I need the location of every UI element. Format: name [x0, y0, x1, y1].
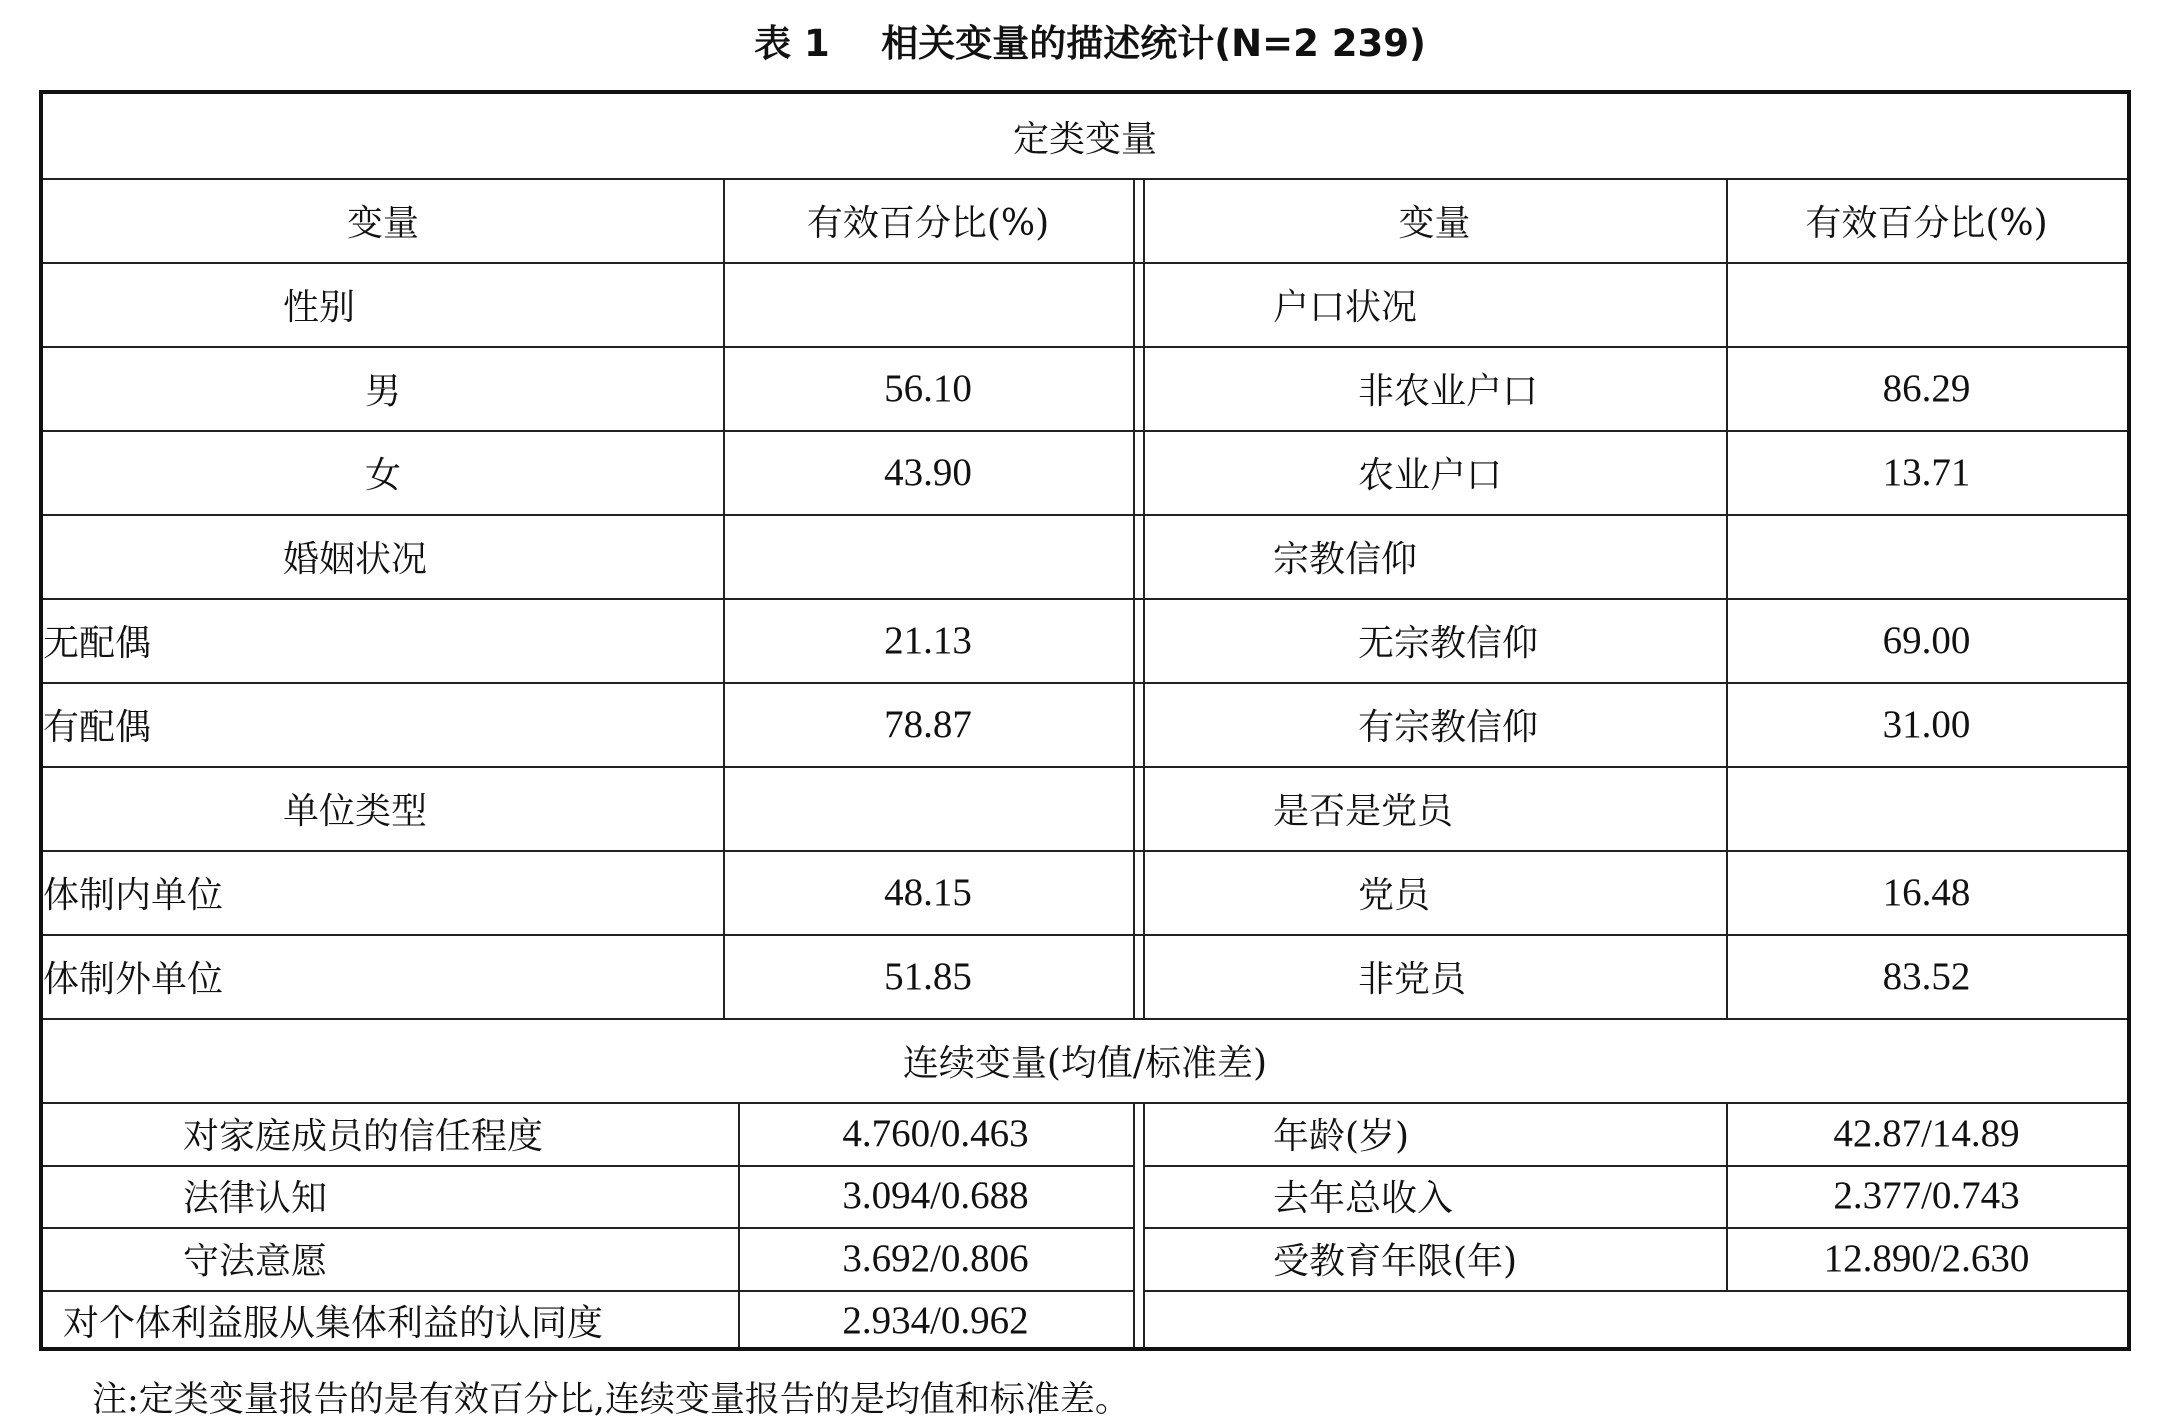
table-cell-value: 12.890/2.630: [1823, 1236, 2030, 1280]
table-cell-label: 非党员: [1358, 958, 1467, 1000]
table-cell-value: [1726, 262, 2127, 346]
table-cell-label: 无宗教信仰: [1358, 622, 1539, 664]
table-cell-label: 男: [364, 370, 401, 412]
table-cell-label: 户口状况: [1273, 286, 1418, 328]
table-cell-value: 43.90: [884, 450, 972, 494]
table-cell-label: 去年总收入: [1273, 1178, 1454, 1220]
table-cell-label: 年龄(岁): [1273, 1115, 1410, 1157]
continuous-section-header: 连续变量(均值/标准差): [902, 1042, 1268, 1084]
column-header-percent-left: 有效百分比(%): [806, 202, 1050, 244]
descriptive-statistics-table: [39, 90, 2131, 1351]
table-cell-label: 农业户口: [1358, 454, 1503, 496]
table-cell-value: 16.48: [1882, 870, 1971, 914]
table-cell-value: [723, 514, 1133, 598]
table-cell-label: 无配偶: [43, 622, 152, 664]
table-cell-label: 是否是党员: [1273, 790, 1454, 832]
table-cell-label: 单位类型: [283, 790, 428, 832]
table-cell-label: 性别: [283, 286, 356, 328]
table-cell-value: 78.87: [884, 702, 972, 746]
table-cell-value: [723, 262, 1133, 346]
column-header-variable-right: 变量: [1398, 202, 1471, 244]
table-cell-value: 51.85: [884, 954, 972, 998]
table-cell-value: [1726, 1290, 2127, 1353]
table-cell-value: 83.52: [1882, 954, 1971, 998]
column-header-variable-left: 变量: [346, 202, 419, 244]
table-cell-value: 31.00: [1882, 702, 1971, 746]
table-cell-value: 21.13: [884, 618, 972, 662]
table-cell-label: 婚姻状况: [283, 538, 428, 580]
table-caption: [0, 14, 2180, 74]
table-cell-value: 42.87/14.89: [1833, 1111, 2020, 1155]
table-cell-value: 2.934/0.962: [842, 1299, 1029, 1343]
table-cell-label: 宗教信仰: [1273, 538, 1418, 580]
table-cell-value: 69.00: [1882, 618, 1971, 662]
table-caption-text: 相关变量的描述统计(N=2 239): [881, 22, 1426, 65]
table-note: 注:定类变量报告的是有效百分比,连续变量报告的是均值和标准差。: [92, 1380, 1130, 1420]
table-cell-value: 3.094/0.688: [842, 1174, 1029, 1218]
table-cell-value: 56.10: [884, 366, 972, 410]
table-cell-label: 体制外单位: [43, 958, 224, 1000]
categorical-section-header: 定类变量: [1012, 118, 1157, 160]
table-cell-value: [723, 766, 1133, 850]
table-cell-label: [1143, 1290, 1726, 1353]
table-cell-label: 对家庭成员的信任程度: [183, 1115, 544, 1157]
table-cell-label: 女: [364, 454, 401, 496]
table-cell-label: 有配偶: [43, 706, 152, 748]
column-header-percent-right: 有效百分比(%): [1805, 202, 2048, 244]
table-cell-label: 有宗教信仰: [1358, 706, 1539, 748]
table-cell-value: [1726, 766, 2127, 850]
table-cell-value: 3.692/0.806: [842, 1236, 1029, 1280]
table-cell-value: 13.71: [1882, 450, 1971, 494]
table-cell-label: 受教育年限(年): [1273, 1240, 1518, 1282]
table-cell-label: 对个体利益服从集体利益的认同度: [63, 1303, 604, 1345]
table-cell-value: 2.377/0.743: [1833, 1174, 2020, 1218]
table-cell-label: 法律认知: [183, 1178, 328, 1220]
table-cell-value: 48.15: [884, 870, 972, 914]
table-cell-value: 4.760/0.463: [842, 1111, 1029, 1155]
table-cell-label: 守法意愿: [183, 1240, 328, 1282]
table-cell-value: 86.29: [1882, 366, 1971, 410]
table-cell-label: 党员: [1358, 874, 1431, 916]
table-caption-label: 表 1: [754, 22, 830, 65]
table-cell-label: 非农业户口: [1358, 370, 1539, 412]
table-cell-value: [1726, 514, 2127, 598]
table-cell-label: 体制内单位: [43, 874, 224, 916]
